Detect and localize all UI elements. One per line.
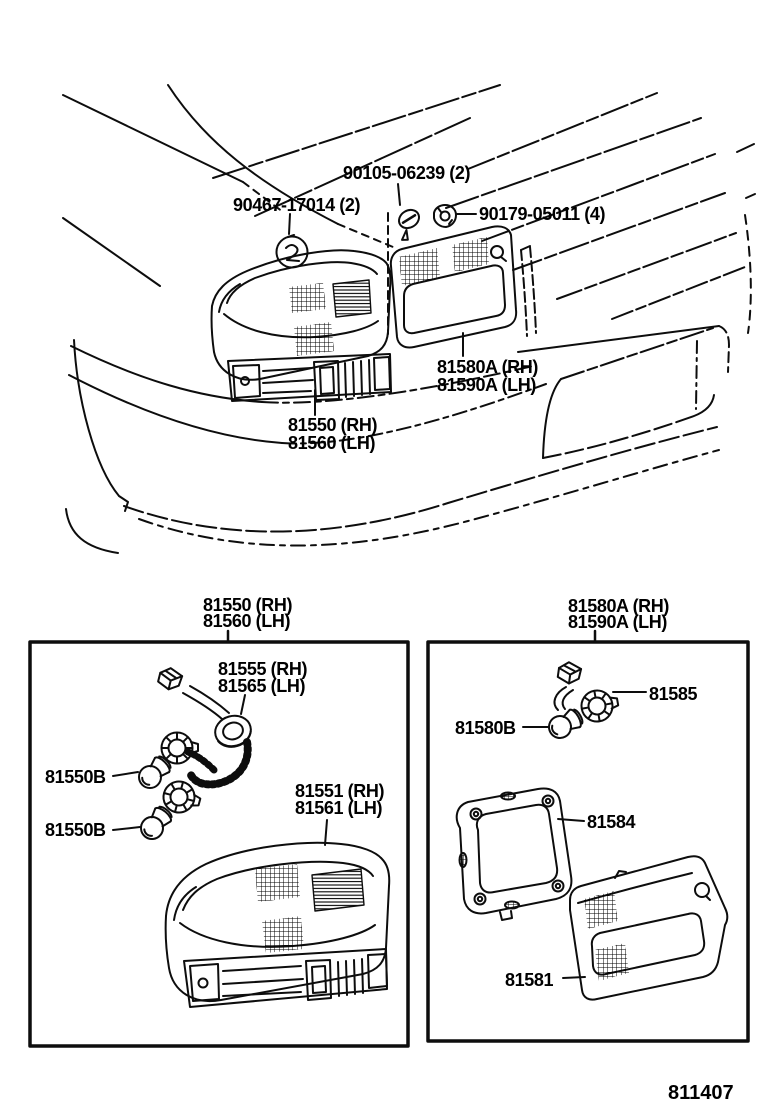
left-box-header-lh: 81560 (LH) xyxy=(203,611,291,631)
part-label-socket: 81585 xyxy=(649,684,698,704)
part-label-lens-lh: 81561 (LH) xyxy=(295,798,383,818)
part-label-grommet: 90467-17014 (2) xyxy=(233,195,361,215)
leader-lines-right-box xyxy=(523,692,646,978)
right-box-header-lh: 81590A (LH) xyxy=(568,612,667,632)
part-label-lens-rh: 81551 (RH) xyxy=(295,781,385,801)
footer-page-code: 811407 xyxy=(668,1082,734,1104)
bulb-socket-upper xyxy=(162,733,199,764)
part-label-gasket: 81584 xyxy=(587,812,636,832)
outer-lamp-drawing xyxy=(212,250,391,401)
part-label-inner-lamp-lh: 81590A (LH) xyxy=(437,375,536,395)
right-box-header-rh: 81580A (RH) xyxy=(568,596,669,616)
harness-connector xyxy=(157,666,183,692)
part-label-bulb-lower: 81550B xyxy=(45,820,106,840)
part-label-harness-rh: 81555 (RH) xyxy=(218,659,308,679)
garnish-lens-drawing xyxy=(570,856,727,999)
part-label-outer-lamp-rh: 81550 (RH) xyxy=(288,415,378,435)
part-label-harness-lh: 81565 (LH) xyxy=(218,676,306,696)
gasket-drawing xyxy=(457,789,572,921)
screw-icon xyxy=(390,206,427,242)
part-label-outer-lamp-lh: 81560 (LH) xyxy=(288,433,376,453)
part-label-screw: 90105-06239 (2) xyxy=(343,163,471,183)
right-detail-box xyxy=(428,631,748,1041)
part-label-garnish-bulb: 81580B xyxy=(455,718,516,738)
grommet-clip-icon xyxy=(277,235,308,268)
part-label-garnish-lens: 81581 xyxy=(505,970,554,990)
car-body-lines xyxy=(63,85,755,553)
nut-icon xyxy=(434,205,456,227)
garnish-bulb-drawing xyxy=(545,706,586,742)
outer-lens-drawing xyxy=(166,843,390,1007)
part-label-nut: 90179-05011 (4) xyxy=(479,204,606,224)
part-label-inner-lamp-rh: 81580A (RH) xyxy=(437,357,538,377)
left-box-header-rh: 81550 (RH) xyxy=(203,595,293,615)
part-label-bulb-upper: 81550B xyxy=(45,767,106,787)
socket-connector xyxy=(557,661,582,685)
inner-garnish-drawing xyxy=(388,213,536,348)
